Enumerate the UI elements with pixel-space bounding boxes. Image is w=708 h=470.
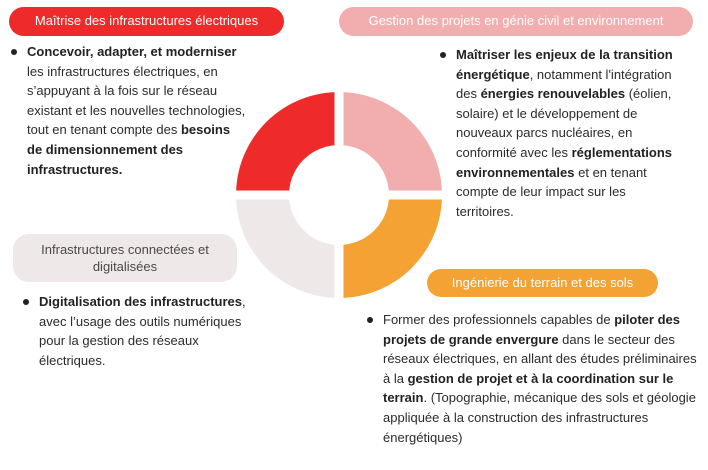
block-ingenierie-terrain [365, 310, 705, 447]
pill-infrastructures-electriques [9, 7, 284, 36]
bold-text: réglementations environnementales [456, 144, 673, 180]
bold-text: besoins de dimensionnement des infrastructures. [27, 122, 231, 177]
block-infrastructures-electriques [9, 42, 247, 179]
body-text: . (Topographie, mécanique des sols et géologie appliquée à la construction des infrastructures énergétiques) [383, 390, 696, 445]
bold-text: énergies renouvelables [480, 86, 626, 102]
segmented-ring [232, 90, 446, 300]
bold-text: Digitalisation des infrastructures [39, 294, 242, 309]
body-text: (éolien, solaire) et le développement de nouveaux parcs nucléaires, en conformité avec les [456, 86, 672, 160]
body-text: Former des professionnels capables de [383, 312, 615, 327]
bold-text: Concevoir, adapter, et moderniser [27, 44, 237, 59]
pill-title: Gestion des projets en génie civil et environnement [368, 13, 664, 28]
bold-text: Maîtriser les enjeux de la transition énergétique [456, 47, 673, 82]
ring-segment-bottom-right [343, 199, 441, 297]
body-text: et en tenant compte de leur impact sur les territoires. [456, 164, 647, 219]
bullet-item [438, 45, 678, 221]
bold-text: gestion de projet et à la coordination sur le terrain [383, 370, 674, 406]
body-text: les infrastructures électriques, en s’appuyant à la fois sur le réseau existant et les nouvelles technologies, tout en tenant compte des [27, 63, 246, 138]
ring-segment-bottom-left [236, 199, 334, 297]
body-text: , notamment l'intégration des [456, 66, 672, 102]
pill-ingenierie-terrain [427, 269, 658, 297]
bullet-item [9, 42, 247, 179]
block-infrastructures-connectees [21, 292, 261, 370]
pill-title: Infrastructures connectées et digitalisées [41, 242, 209, 274]
bold-text: piloter des projets de grande envergure [383, 312, 680, 347]
pill-title: Ingénierie du terrain et des sols [451, 275, 634, 290]
bullet-item [365, 310, 705, 447]
block-genie-civil [438, 45, 678, 221]
pill-genie-civil [339, 7, 693, 36]
ring-segment-top-left [236, 92, 334, 190]
ring-segment-top-right [343, 92, 441, 190]
body-text: , avec l’usage des outils numériques pour la gestion des réseaux électriques. [39, 294, 246, 368]
body-text: dans le secteur des réseaux électriques, en allant des études préliminaires à la [383, 331, 697, 386]
pill-title: Maîtrise des infrastructures électriques [34, 13, 259, 28]
pill-infrastructures-connectees [13, 234, 237, 282]
bullet-item [21, 292, 261, 370]
